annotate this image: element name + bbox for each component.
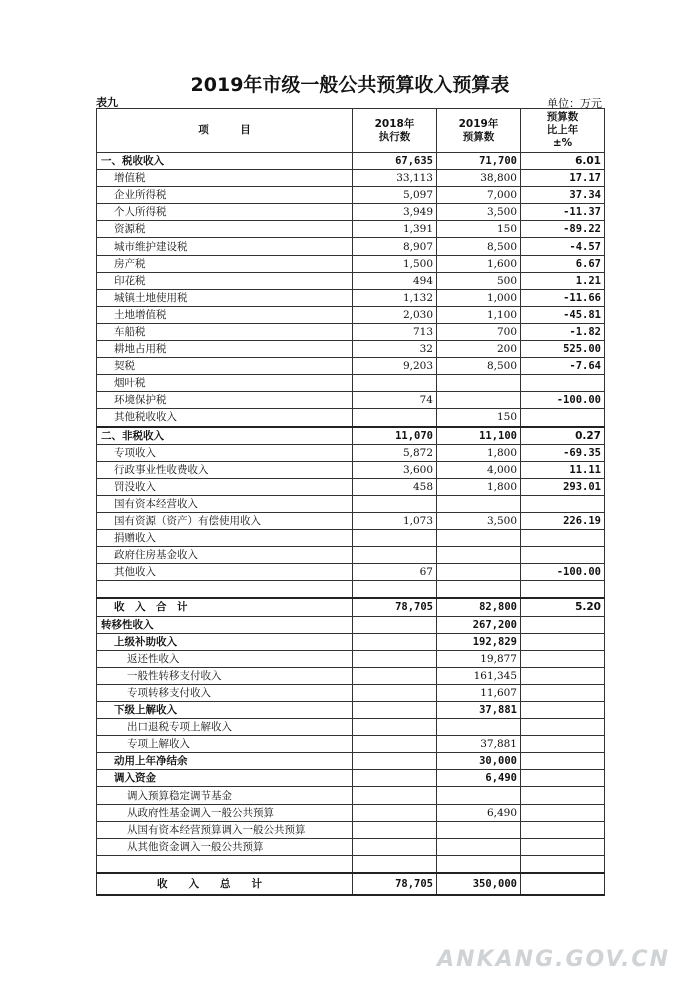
- row-2018: [353, 770, 437, 787]
- table-row: [97, 341, 605, 358]
- table-row: [97, 187, 605, 204]
- table-row: [97, 461, 605, 478]
- table-row: [97, 306, 605, 323]
- table-row: [97, 581, 605, 599]
- row-2018: 494: [353, 272, 437, 289]
- table-row: [97, 375, 605, 392]
- row-name: 出口退税专项上解收入: [97, 719, 353, 736]
- row-2019: 30,000: [437, 753, 521, 770]
- row-name: 调入资金: [97, 770, 353, 787]
- unit-label: 单位：万元: [547, 97, 602, 110]
- table-row: [97, 821, 605, 838]
- row-2018: [353, 838, 437, 855]
- row-2019: 6,490: [437, 770, 521, 787]
- table-row: [97, 358, 605, 375]
- header-row: [97, 109, 605, 153]
- row-change: 293.01: [521, 478, 605, 495]
- row-name: 返还性收入: [97, 650, 353, 667]
- row-name: 一、税收收入: [97, 153, 353, 170]
- row-change: -7.64: [521, 358, 605, 375]
- row-name: 企业所得税: [97, 187, 353, 204]
- row-2018: 1,391: [353, 221, 437, 238]
- table-row: [97, 221, 605, 238]
- header-2018: 2018年 执行数: [353, 109, 437, 153]
- row-2019: [437, 787, 521, 804]
- row-2018: 9,203: [353, 358, 437, 375]
- row-change: [521, 787, 605, 804]
- row-change: [521, 650, 605, 667]
- row-2018: 67: [353, 564, 437, 581]
- row-change: -11.37: [521, 204, 605, 221]
- row-2018: 713: [353, 323, 437, 340]
- row-name: 专项收入: [97, 444, 353, 461]
- row-change: 37.34: [521, 187, 605, 204]
- row-2019: 500: [437, 272, 521, 289]
- table-row: [97, 598, 605, 616]
- row-change: 0.27: [521, 427, 605, 445]
- row-2018: 1,500: [353, 255, 437, 272]
- total-2019: 350,000: [437, 873, 521, 895]
- table-row: [97, 204, 605, 221]
- row-2019: 8,500: [437, 238, 521, 255]
- row-2018: [353, 684, 437, 701]
- row-change: [521, 633, 605, 650]
- row-2018: [353, 409, 437, 427]
- table-row: [97, 512, 605, 529]
- table-row: [97, 633, 605, 650]
- table-row: [97, 787, 605, 804]
- table-row: [97, 702, 605, 719]
- row-2018: 78,705: [353, 598, 437, 616]
- row-2019: 150: [437, 409, 521, 427]
- page-title: 2019年市级一般公共预算收入预算表: [190, 74, 510, 96]
- row-2018: 1,073: [353, 512, 437, 529]
- row-name: 二、非税收入: [97, 427, 353, 445]
- row-name: 从政府性基金调入一般公共预算: [97, 804, 353, 821]
- row-2019: 4,000: [437, 461, 521, 478]
- row-2018: 458: [353, 478, 437, 495]
- row-change: [521, 530, 605, 547]
- row-2019: 19,877: [437, 650, 521, 667]
- table-row: [97, 153, 605, 170]
- row-name: 捐赠收入: [97, 530, 353, 547]
- row-change: -4.57: [521, 238, 605, 255]
- table-row: [97, 238, 605, 255]
- row-name: 专项上解收入: [97, 736, 353, 753]
- table-row: [97, 616, 605, 633]
- table-row: [97, 770, 605, 787]
- row-name: 转移性收入: [97, 616, 353, 633]
- row-2018: [353, 855, 437, 873]
- row-2018: 8,907: [353, 238, 437, 255]
- row-2019: 11,100: [437, 427, 521, 445]
- header-item: 项 目: [97, 109, 353, 153]
- table-row: [97, 289, 605, 306]
- table-row: [97, 564, 605, 581]
- row-name: 其他税收收入: [97, 409, 353, 427]
- row-name: 罚没收入: [97, 478, 353, 495]
- row-name: 从国有资本经营预算调入一般公共预算: [97, 821, 353, 838]
- row-name: 调入预算稳定调节基金: [97, 787, 353, 804]
- row-2018: [353, 581, 437, 599]
- row-name: 其他收入: [97, 564, 353, 581]
- row-change: -45.81: [521, 306, 605, 323]
- row-2019: 200: [437, 341, 521, 358]
- row-name: 国有资源（资产）有偿使用收入: [97, 512, 353, 529]
- table-row: [97, 667, 605, 684]
- row-name: 资源税: [97, 221, 353, 238]
- row-change: -69.35: [521, 444, 605, 461]
- row-name: [97, 581, 353, 599]
- row-2019: 8,500: [437, 358, 521, 375]
- row-2019: 71,700: [437, 153, 521, 170]
- row-2019: 192,829: [437, 633, 521, 650]
- table-row: [97, 753, 605, 770]
- row-change: 1.21: [521, 272, 605, 289]
- table-row: [97, 255, 605, 272]
- row-name: 耕地占用税: [97, 341, 353, 358]
- row-2019: [437, 838, 521, 855]
- row-2018: [353, 804, 437, 821]
- row-change: [521, 753, 605, 770]
- header-change: 预算数 比上年 ±%: [521, 109, 605, 153]
- row-2019: 38,800: [437, 170, 521, 187]
- row-name: 土地增值税: [97, 306, 353, 323]
- row-name: 环境保护税: [97, 392, 353, 409]
- row-2018: [353, 530, 437, 547]
- row-2019: 3,500: [437, 512, 521, 529]
- row-change: 17.17: [521, 170, 605, 187]
- row-change: [521, 804, 605, 821]
- row-change: -11.66: [521, 289, 605, 306]
- header-2019: 2019年 预算数: [437, 109, 521, 153]
- row-change: [521, 547, 605, 564]
- row-2019: 6,490: [437, 804, 521, 821]
- total-row: [97, 873, 605, 895]
- table-row: [97, 547, 605, 564]
- table-row: [97, 478, 605, 495]
- row-name: 从其他资金调入一般公共预算: [97, 838, 353, 855]
- row-change: 525.00: [521, 341, 605, 358]
- row-name: 国有资本经营收入: [97, 495, 353, 512]
- row-2019: 1,100: [437, 306, 521, 323]
- row-change: [521, 684, 605, 701]
- table-row: [97, 495, 605, 512]
- row-2018: [353, 753, 437, 770]
- row-change: -89.22: [521, 221, 605, 238]
- row-change: [521, 719, 605, 736]
- table-row: [97, 804, 605, 821]
- row-change: [521, 821, 605, 838]
- row-name: 车船税: [97, 323, 353, 340]
- row-change: 226.19: [521, 512, 605, 529]
- row-2019: 11,607: [437, 684, 521, 701]
- row-name: 城市维护建设税: [97, 238, 353, 255]
- row-2019: [437, 530, 521, 547]
- row-2019: 1,000: [437, 289, 521, 306]
- row-change: [521, 736, 605, 753]
- row-2018: [353, 821, 437, 838]
- table-row: [97, 855, 605, 873]
- row-change: -100.00: [521, 564, 605, 581]
- row-change: [521, 667, 605, 684]
- row-2019: [437, 375, 521, 392]
- row-name: 城镇土地使用税: [97, 289, 353, 306]
- table-row: [97, 409, 605, 427]
- total-2018: 78,705: [353, 873, 437, 895]
- row-2018: [353, 633, 437, 650]
- table-row: [97, 272, 605, 289]
- row-2019: [437, 821, 521, 838]
- row-2019: [437, 719, 521, 736]
- row-2019: 150: [437, 221, 521, 238]
- row-2018: [353, 702, 437, 719]
- row-change: [521, 770, 605, 787]
- row-change: 5.20: [521, 598, 605, 616]
- row-2018: 1,132: [353, 289, 437, 306]
- total-name: 收 入 总 计: [97, 873, 353, 895]
- row-2018: [353, 547, 437, 564]
- row-name: 个人所得税: [97, 204, 353, 221]
- row-2019: 267,200: [437, 616, 521, 633]
- row-name: 行政事业性收费收入: [97, 461, 353, 478]
- row-2018: 5,872: [353, 444, 437, 461]
- row-2018: 33,113: [353, 170, 437, 187]
- row-2018: [353, 650, 437, 667]
- table-row: [97, 323, 605, 340]
- row-change: [521, 581, 605, 599]
- row-2018: 3,949: [353, 204, 437, 221]
- table-row: [97, 170, 605, 187]
- row-change: 11.11: [521, 461, 605, 478]
- row-name: 印花税: [97, 272, 353, 289]
- row-change: [521, 616, 605, 633]
- row-2019: [437, 581, 521, 599]
- row-name: 增值税: [97, 170, 353, 187]
- row-change: [521, 702, 605, 719]
- row-2019: [437, 495, 521, 512]
- table-row: [97, 392, 605, 409]
- row-2018: [353, 787, 437, 804]
- row-name: 一般性转移支付收入: [97, 667, 353, 684]
- row-change: [521, 375, 605, 392]
- row-change: -1.82: [521, 323, 605, 340]
- row-2019: 3,500: [437, 204, 521, 221]
- row-name: 收 入 合 计: [97, 598, 353, 616]
- row-change: 6.67: [521, 255, 605, 272]
- row-name: 下级上解收入: [97, 702, 353, 719]
- row-2019: 37,881: [437, 702, 521, 719]
- row-name: 上级补助收入: [97, 633, 353, 650]
- row-2019: 700: [437, 323, 521, 340]
- total-change: [521, 873, 605, 895]
- row-2019: 161,345: [437, 667, 521, 684]
- row-2018: [353, 495, 437, 512]
- watermark: ANKANG.GOV.CN: [437, 947, 670, 972]
- row-change: -100.00: [521, 392, 605, 409]
- table-row: [97, 838, 605, 855]
- table-id: 表九: [96, 96, 118, 109]
- row-change: [521, 495, 605, 512]
- table-row: [97, 719, 605, 736]
- table-row: [97, 427, 605, 445]
- row-change: [521, 838, 605, 855]
- table-row: [97, 684, 605, 701]
- row-change: [521, 855, 605, 873]
- row-2019: [437, 855, 521, 873]
- row-name: [97, 855, 353, 873]
- row-2018: [353, 736, 437, 753]
- row-name: 专项转移支付收入: [97, 684, 353, 701]
- row-2019: 82,800: [437, 598, 521, 616]
- row-2018: 67,635: [353, 153, 437, 170]
- row-2018: 74: [353, 392, 437, 409]
- row-2018: [353, 375, 437, 392]
- row-2019: 37,881: [437, 736, 521, 753]
- budget-table: [96, 108, 605, 896]
- row-2018: 3,600: [353, 461, 437, 478]
- row-change: 6.01: [521, 153, 605, 170]
- row-2019: [437, 547, 521, 564]
- row-2018: 32: [353, 341, 437, 358]
- row-2018: [353, 719, 437, 736]
- row-2019: [437, 564, 521, 581]
- table-row: [97, 444, 605, 461]
- row-name: 房产税: [97, 255, 353, 272]
- row-name: 契税: [97, 358, 353, 375]
- row-2018: 2,030: [353, 306, 437, 323]
- row-2019: 1,800: [437, 478, 521, 495]
- table-row: [97, 530, 605, 547]
- row-2019: 1,600: [437, 255, 521, 272]
- row-2018: 11,070: [353, 427, 437, 445]
- row-2018: [353, 616, 437, 633]
- table-row: [97, 736, 605, 753]
- row-2018: 5,097: [353, 187, 437, 204]
- row-2018: [353, 667, 437, 684]
- row-name: 动用上年净结余: [97, 753, 353, 770]
- row-name: 政府住房基金收入: [97, 547, 353, 564]
- row-name: 烟叶税: [97, 375, 353, 392]
- table-row: [97, 650, 605, 667]
- row-change: [521, 409, 605, 427]
- row-2019: 7,000: [437, 187, 521, 204]
- row-2019: 1,800: [437, 444, 521, 461]
- row-2019: [437, 392, 521, 409]
